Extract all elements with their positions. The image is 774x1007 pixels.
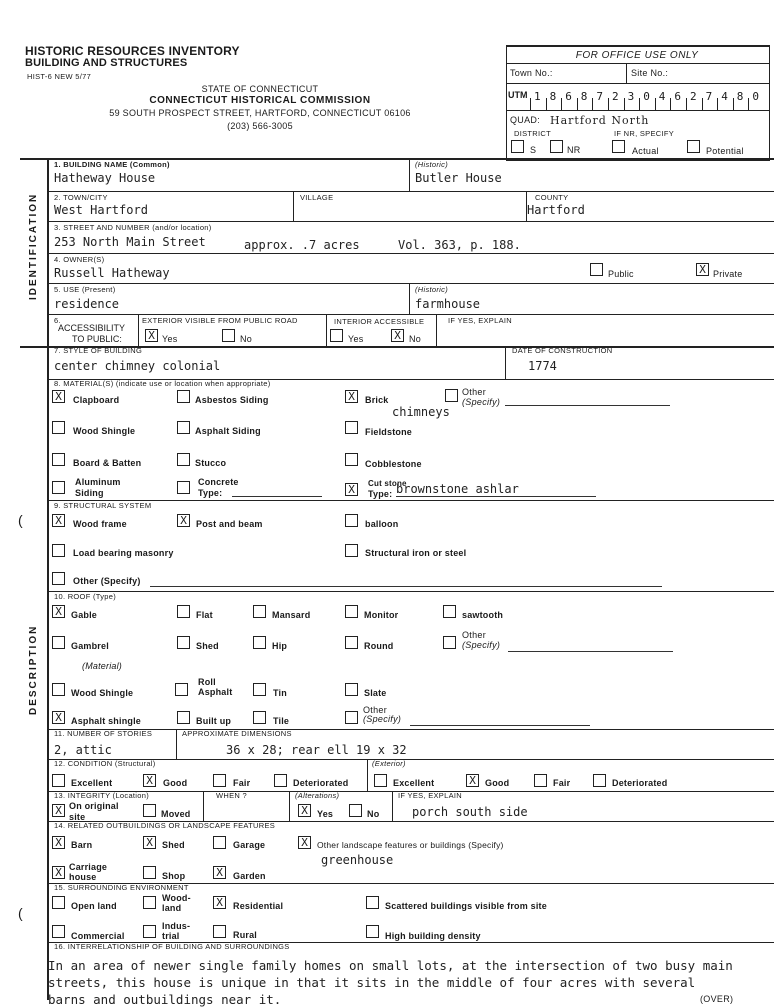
flat-label: Flat bbox=[196, 610, 213, 620]
gambrel-label: Gambrel bbox=[71, 641, 109, 651]
tile-checkbox[interactable] bbox=[253, 711, 266, 724]
stucco-label: Stucco bbox=[195, 458, 227, 468]
integrity-explain-label: IF YES, EXPLAIN bbox=[398, 791, 462, 800]
utm-digit: 7 bbox=[705, 90, 713, 103]
fieldstone-checkbox[interactable] bbox=[345, 421, 358, 434]
carriage-house-label-1: Carriage bbox=[69, 862, 108, 872]
exterior-yes-checkbox[interactable]: X bbox=[145, 329, 158, 342]
materials-label: 8. MATERIAL(S) (indicate use or location when appropriate) bbox=[54, 379, 271, 388]
access-label-1: ACCESSIBILITY bbox=[58, 323, 126, 333]
cut-stone-label-1: Cut stone bbox=[368, 479, 407, 488]
exterior-yes-label: Yes bbox=[162, 334, 178, 344]
potential-label: Potential bbox=[706, 146, 744, 156]
utm-digit: 8 bbox=[736, 90, 744, 103]
exterior-good-checkbox[interactable]: X bbox=[466, 774, 479, 787]
structural-deteriorated-checkbox[interactable] bbox=[274, 774, 287, 787]
roll-asphalt-checkbox[interactable] bbox=[175, 683, 188, 696]
shop-label: Shop bbox=[162, 871, 186, 881]
condition-label: 12. CONDITION (Structural) bbox=[54, 759, 156, 768]
town-label: 2. TOWN/CITY bbox=[54, 193, 108, 202]
if-yes-explain-label: IF YES, EXPLAIN bbox=[448, 316, 512, 325]
tile-label: Tile bbox=[273, 716, 290, 726]
roof-material-label: (Material) bbox=[82, 661, 123, 671]
commission-address: 59 SOUTH PROSPECT STREET, HARTFORD, CONNECTICUT 06106 bbox=[109, 108, 411, 118]
commission-phone: (203) 566-3005 bbox=[227, 121, 293, 131]
sawtooth-label: sawtooth bbox=[462, 610, 504, 620]
utm-digit: 4 bbox=[658, 90, 666, 103]
county-label: COUNTY bbox=[535, 193, 569, 202]
garage-checkbox[interactable] bbox=[213, 836, 226, 849]
gambrel-checkbox[interactable] bbox=[52, 636, 65, 649]
use-present-value[interactable]: residence bbox=[54, 297, 120, 311]
slate-checkbox[interactable] bbox=[345, 683, 358, 696]
residential-label: Residential bbox=[233, 901, 284, 911]
utm-digit: 2 bbox=[690, 90, 697, 103]
barn-checkbox[interactable]: X bbox=[52, 836, 65, 849]
utm-digit: 6 bbox=[674, 90, 682, 103]
commission-name: CONNECTICUT HISTORICAL COMMISSION bbox=[149, 95, 371, 106]
actual-checkbox[interactable] bbox=[612, 140, 625, 153]
monitor-checkbox[interactable] bbox=[345, 605, 358, 618]
exterior-good-label: Good bbox=[485, 778, 510, 788]
structural-deteriorated-label: Deteriorated bbox=[293, 778, 349, 788]
board-batten-label: Board & Batten bbox=[73, 458, 142, 468]
concrete-checkbox[interactable] bbox=[177, 481, 190, 494]
alterations-no-checkbox[interactable] bbox=[349, 804, 362, 817]
open-land-label: Open land bbox=[71, 901, 117, 911]
interior-yes-label: Yes bbox=[348, 334, 364, 344]
owner-value[interactable]: Russell Hatheway bbox=[54, 266, 170, 280]
asphalt-siding-checkbox[interactable] bbox=[177, 421, 190, 434]
interrelationship-line-1: In an area of newer single family homes on small lots, at the intersection of two busy main bbox=[48, 958, 733, 973]
county-value[interactable]: Hartford bbox=[527, 203, 585, 217]
residential-checkbox[interactable]: X bbox=[213, 896, 226, 909]
shed-roof-checkbox[interactable] bbox=[177, 636, 190, 649]
garage-label: Garage bbox=[233, 840, 266, 850]
landscape-other-value[interactable]: greenhouse bbox=[321, 853, 394, 867]
clapboard-label: Clapboard bbox=[73, 395, 120, 405]
built-up-label: Built up bbox=[196, 716, 232, 726]
brick-note[interactable]: chimneys bbox=[392, 405, 450, 419]
moved-label: Moved bbox=[161, 809, 191, 819]
roof-other2-label: Other bbox=[363, 705, 388, 715]
exterior-visible-label: EXTERIOR VISIBLE FROM PUBLIC ROAD bbox=[142, 316, 298, 325]
utm-digit: 8 bbox=[580, 90, 588, 103]
stories-value[interactable]: 2, attic bbox=[54, 743, 112, 757]
owner-label: 4. OWNER(S) bbox=[54, 255, 105, 264]
site-no-label: Site No.: bbox=[631, 68, 669, 78]
use-historic-value[interactable]: farmhouse bbox=[415, 297, 481, 311]
roof-label: 10. ROOF (Type) bbox=[54, 592, 117, 601]
state-name: STATE OF CONNECTICUT bbox=[201, 84, 319, 94]
roof-other-label: Other bbox=[462, 630, 487, 640]
round-label: Round bbox=[364, 641, 394, 651]
utm-label: UTM bbox=[508, 90, 528, 100]
interior-accessible-label: INTERIOR ACCESSIBLE bbox=[334, 317, 425, 326]
exterior-deteriorated-label: Deteriorated bbox=[612, 778, 668, 788]
original-site-label-2: site bbox=[69, 812, 86, 822]
load-bearing-checkbox[interactable] bbox=[52, 544, 65, 557]
street-acreage[interactable]: approx. .7 acres bbox=[244, 238, 360, 252]
fieldstone-label: Fieldstone bbox=[365, 427, 413, 437]
alterations-yes-checkbox[interactable]: X bbox=[298, 804, 311, 817]
exterior-excellent-checkbox[interactable] bbox=[374, 774, 387, 787]
style-value[interactable]: center chimney colonial bbox=[54, 359, 221, 373]
shed-roof-label: Shed bbox=[196, 641, 219, 651]
structural-good-checkbox[interactable]: X bbox=[143, 774, 156, 787]
asbestos-label: Asbestos Siding bbox=[195, 395, 269, 405]
cobblestone-checkbox[interactable] bbox=[345, 453, 358, 466]
barn-label: Barn bbox=[71, 840, 93, 850]
material-other-label: Other bbox=[462, 387, 487, 397]
concrete-label-2: Type: bbox=[198, 488, 223, 498]
monitor-label: Monitor bbox=[364, 610, 399, 620]
utm-digit: 4 bbox=[721, 90, 728, 103]
building-name-historic[interactable]: Butler House bbox=[415, 171, 502, 185]
office-use-title: FOR OFFICE USE ONLY bbox=[575, 50, 699, 61]
utm-digit: 2 bbox=[612, 90, 619, 103]
clapboard-checkbox[interactable]: X bbox=[52, 390, 65, 403]
carriage-house-checkbox[interactable]: X bbox=[52, 866, 65, 879]
exterior-no-checkbox[interactable] bbox=[222, 329, 235, 342]
street-label: 3. STREET AND NUMBER (and/or location) bbox=[54, 223, 212, 232]
shed-label: Shed bbox=[162, 840, 185, 850]
district-s-label: S bbox=[530, 145, 537, 155]
woodland-checkbox[interactable] bbox=[143, 896, 156, 909]
street-volume[interactable]: Vol. 363, p. 188. bbox=[398, 238, 521, 252]
interrelationship-label: 16. INTERRELATIONSHIP OF BUILDING AND SURROUNDINGS bbox=[54, 942, 290, 951]
interior-no-label: No bbox=[409, 334, 422, 344]
dimensions-label: APPROXIMATE DIMENSIONS bbox=[182, 729, 292, 738]
asphalt-shingle-label: Asphalt shingle bbox=[71, 716, 142, 726]
commercial-checkbox[interactable] bbox=[52, 925, 65, 938]
identification-side-label: IDENTIFICATION bbox=[28, 192, 39, 300]
wood-frame-label: Wood frame bbox=[73, 519, 127, 529]
exterior-fair-checkbox[interactable] bbox=[534, 774, 547, 787]
when-label: WHEN ? bbox=[216, 791, 247, 800]
wood-frame-checkbox[interactable]: X bbox=[52, 514, 65, 527]
quad-value: Hartford North bbox=[550, 114, 650, 127]
stories-label: 11. NUMBER OF STORIES bbox=[54, 729, 153, 738]
cobblestone-label: Cobblestone bbox=[365, 459, 422, 469]
tin-checkbox[interactable] bbox=[253, 683, 266, 696]
utm-digit: 6 bbox=[565, 90, 572, 103]
structural-other-label: Other (Specify) bbox=[73, 576, 141, 586]
roof-other-checkbox[interactable] bbox=[443, 636, 456, 649]
town-no-label: Town No.: bbox=[510, 68, 553, 78]
cut-stone-checkbox[interactable]: X bbox=[345, 483, 358, 496]
interrelationship-line-3: barns and outbuildings near it. bbox=[48, 992, 282, 1007]
round-checkbox[interactable] bbox=[345, 636, 358, 649]
quad-label: QUAD: bbox=[510, 115, 541, 125]
commercial-label: Commercial bbox=[71, 931, 125, 941]
over-label: (OVER) bbox=[700, 994, 734, 1004]
industrial-checkbox[interactable] bbox=[143, 925, 156, 938]
access-number: 6. bbox=[54, 316, 61, 325]
date-construction-label: DATE OF CONSTRUCTION bbox=[512, 346, 613, 355]
exterior-fair-label: Fair bbox=[553, 778, 571, 788]
balloon-checkbox[interactable] bbox=[345, 514, 358, 527]
structural-label: 9. STRUCTURAL SYSTEM bbox=[54, 501, 152, 510]
nr-specify-label: IF NR, SPECIFY bbox=[614, 129, 675, 138]
roof-wood-shingle-checkbox[interactable] bbox=[52, 683, 65, 696]
mansard-checkbox[interactable] bbox=[253, 605, 266, 618]
environment-label: 15. SURROUNDING ENVIRONMENT bbox=[54, 883, 189, 892]
gable-label: Gable bbox=[71, 610, 98, 620]
mansard-label: Mansard bbox=[272, 610, 311, 620]
structural-iron-label: Structural iron or steel bbox=[365, 548, 467, 558]
structural-excellent-checkbox[interactable] bbox=[52, 774, 65, 787]
industrial-label-1: Indus- bbox=[162, 921, 191, 931]
slate-label: Slate bbox=[364, 688, 387, 698]
building-name-label: 1. BUILDING NAME (Common) bbox=[54, 160, 170, 169]
load-bearing-label: Load bearing masonry bbox=[73, 548, 174, 558]
gable-checkbox[interactable]: X bbox=[52, 605, 65, 618]
related-label: 14. RELATED OUTBUILDINGS OR LANDSCAPE FEATURES bbox=[54, 821, 276, 830]
carriage-house-label-2: house bbox=[69, 872, 97, 882]
scattered-label: Scattered buildings visible from site bbox=[385, 901, 547, 911]
woodland-label-1: Wood- bbox=[162, 893, 191, 903]
asphalt-shingle-checkbox[interactable]: X bbox=[52, 711, 65, 724]
utm-digit: 0 bbox=[752, 90, 760, 103]
original-site-checkbox[interactable]: X bbox=[52, 804, 65, 817]
post-beam-checkbox[interactable]: X bbox=[177, 514, 190, 527]
street-value[interactable]: 253 North Main Street bbox=[54, 235, 206, 249]
form-title: HISTORIC RESOURCES INVENTORY bbox=[25, 44, 240, 58]
structural-good-label: Good bbox=[163, 778, 188, 788]
roof-other-specify: (Specify) bbox=[462, 640, 501, 650]
interior-yes-checkbox[interactable] bbox=[330, 329, 343, 342]
material-other-checkbox[interactable] bbox=[445, 389, 458, 402]
aluminum-label-2: Siding bbox=[75, 488, 104, 498]
garden-checkbox[interactable]: X bbox=[213, 866, 226, 879]
exterior-excellent-label: Excellent bbox=[393, 778, 435, 788]
board-batten-checkbox[interactable] bbox=[52, 453, 65, 466]
shop-checkbox[interactable] bbox=[143, 866, 156, 879]
high-density-checkbox[interactable] bbox=[366, 925, 379, 938]
roll-label-2: Asphalt bbox=[198, 687, 233, 697]
condition-exterior-label: (Exterior) bbox=[372, 759, 406, 768]
use-historic-label: (Historic) bbox=[415, 285, 448, 294]
aluminum-checkbox[interactable] bbox=[52, 481, 65, 494]
concrete-label-1: Concrete bbox=[198, 477, 239, 487]
town-value[interactable]: West Hartford bbox=[54, 203, 148, 217]
brick-label: Brick bbox=[365, 395, 389, 405]
alterations-no-label: No bbox=[367, 809, 380, 819]
utm-digit: 1 bbox=[534, 90, 541, 103]
district-label: DISTRICT bbox=[514, 129, 551, 138]
dimensions-value[interactable]: 36 x 28; rear ell 19 x 32 bbox=[226, 743, 407, 757]
alterations-yes-label: Yes bbox=[317, 809, 334, 819]
tin-label: Tin bbox=[273, 688, 287, 698]
rural-label: Rural bbox=[233, 930, 258, 940]
utm-digit: 7 bbox=[596, 90, 604, 103]
roll-label-1: Roll bbox=[198, 677, 216, 687]
shed-checkbox[interactable]: X bbox=[143, 836, 156, 849]
utm-digit: 0 bbox=[643, 90, 650, 103]
original-site-label-1: On original bbox=[69, 801, 119, 811]
asphalt-siding-label: Asphalt Siding bbox=[195, 426, 261, 436]
scattered-checkbox[interactable] bbox=[366, 896, 379, 909]
aluminum-label-1: Aluminum bbox=[75, 477, 121, 487]
landscape-other-checkbox[interactable]: X bbox=[298, 836, 311, 849]
open-land-checkbox[interactable] bbox=[52, 896, 65, 909]
garden-label: Garden bbox=[233, 871, 266, 881]
hip-checkbox[interactable] bbox=[253, 636, 266, 649]
utm-digit: 3 bbox=[627, 90, 635, 103]
public-label: Public bbox=[608, 269, 634, 279]
hip-label: Hip bbox=[272, 641, 288, 651]
exterior-deteriorated-checkbox[interactable] bbox=[593, 774, 606, 787]
post-beam-label: Post and beam bbox=[196, 519, 263, 529]
date-value[interactable]: 1774 bbox=[528, 359, 557, 373]
asbestos-checkbox[interactable] bbox=[177, 390, 190, 403]
balloon-label: balloon bbox=[365, 519, 399, 529]
alterations-explain-value[interactable]: porch south side bbox=[412, 805, 528, 819]
high-density-label: High building density bbox=[385, 931, 481, 941]
interior-no-checkbox[interactable]: X bbox=[391, 329, 404, 342]
material-other-specify: (Specify) bbox=[462, 397, 501, 407]
structural-excellent-label: Excellent bbox=[71, 778, 113, 788]
flat-checkbox[interactable] bbox=[177, 605, 190, 618]
village-label: VILLAGE bbox=[300, 193, 334, 202]
built-up-checkbox[interactable] bbox=[177, 711, 190, 724]
description-side-label: DESCRIPTION bbox=[28, 624, 39, 715]
stucco-checkbox[interactable] bbox=[177, 453, 190, 466]
alterations-label: (Alterations) bbox=[295, 791, 340, 800]
roof-other2-specify: (Specify) bbox=[363, 714, 402, 724]
utm-digit: 8 bbox=[549, 90, 557, 103]
structural-other-checkbox[interactable] bbox=[52, 572, 65, 585]
style-label: 7. STYLE OF BUILDING bbox=[54, 346, 143, 355]
woodland-label-2: land bbox=[162, 903, 182, 913]
actual-label: Actual bbox=[632, 146, 659, 156]
roof-other2-checkbox[interactable] bbox=[345, 711, 358, 724]
brick-checkbox[interactable]: X bbox=[345, 390, 358, 403]
industrial-label-2: trial bbox=[162, 931, 180, 941]
structural-fair-label: Fair bbox=[233, 778, 251, 788]
exterior-no-label: No bbox=[240, 334, 253, 344]
cut-stone-label-2: Type: bbox=[368, 489, 393, 499]
district-nr-checkbox[interactable] bbox=[550, 140, 563, 153]
moved-checkbox[interactable] bbox=[143, 804, 156, 817]
historic-name-label: (Historic) bbox=[415, 160, 448, 169]
potential-checkbox[interactable] bbox=[687, 140, 700, 153]
use-label: 5. USE (Present) bbox=[54, 285, 116, 294]
structural-iron-checkbox[interactable] bbox=[345, 544, 358, 557]
rural-checkbox[interactable] bbox=[213, 925, 226, 938]
interrelationship-line-2: streets, this house is unique in that it sits in the middle of four acres with several bbox=[48, 975, 696, 990]
private-checkbox[interactable]: X bbox=[696, 263, 709, 276]
landscape-other-label: Other landscape features or buildings (Specify) bbox=[317, 840, 504, 850]
integrity-label: 13. INTEGRITY (Location) bbox=[54, 791, 150, 800]
structural-fair-checkbox[interactable] bbox=[213, 774, 226, 787]
form-subtitle: BUILDING AND STRUCTURES bbox=[25, 57, 188, 69]
access-label-2: TO PUBLIC: bbox=[72, 334, 122, 344]
form-code: HIST-6 NEW 5/77 bbox=[27, 72, 92, 81]
district-nr-label: NR bbox=[567, 145, 581, 155]
roof-wood-shingle-label: Wood Shingle bbox=[71, 688, 134, 698]
wood-shingle-label: Wood Shingle bbox=[73, 426, 136, 436]
private-label: Private bbox=[713, 269, 743, 279]
public-checkbox[interactable] bbox=[590, 263, 603, 276]
building-name-common[interactable]: Hatheway House bbox=[54, 171, 156, 185]
wood-shingle-checkbox[interactable] bbox=[52, 421, 65, 434]
district-s-checkbox[interactable] bbox=[511, 140, 524, 153]
cut-stone-value[interactable]: brownstone ashlar bbox=[396, 482, 519, 496]
sawtooth-checkbox[interactable] bbox=[443, 605, 456, 618]
